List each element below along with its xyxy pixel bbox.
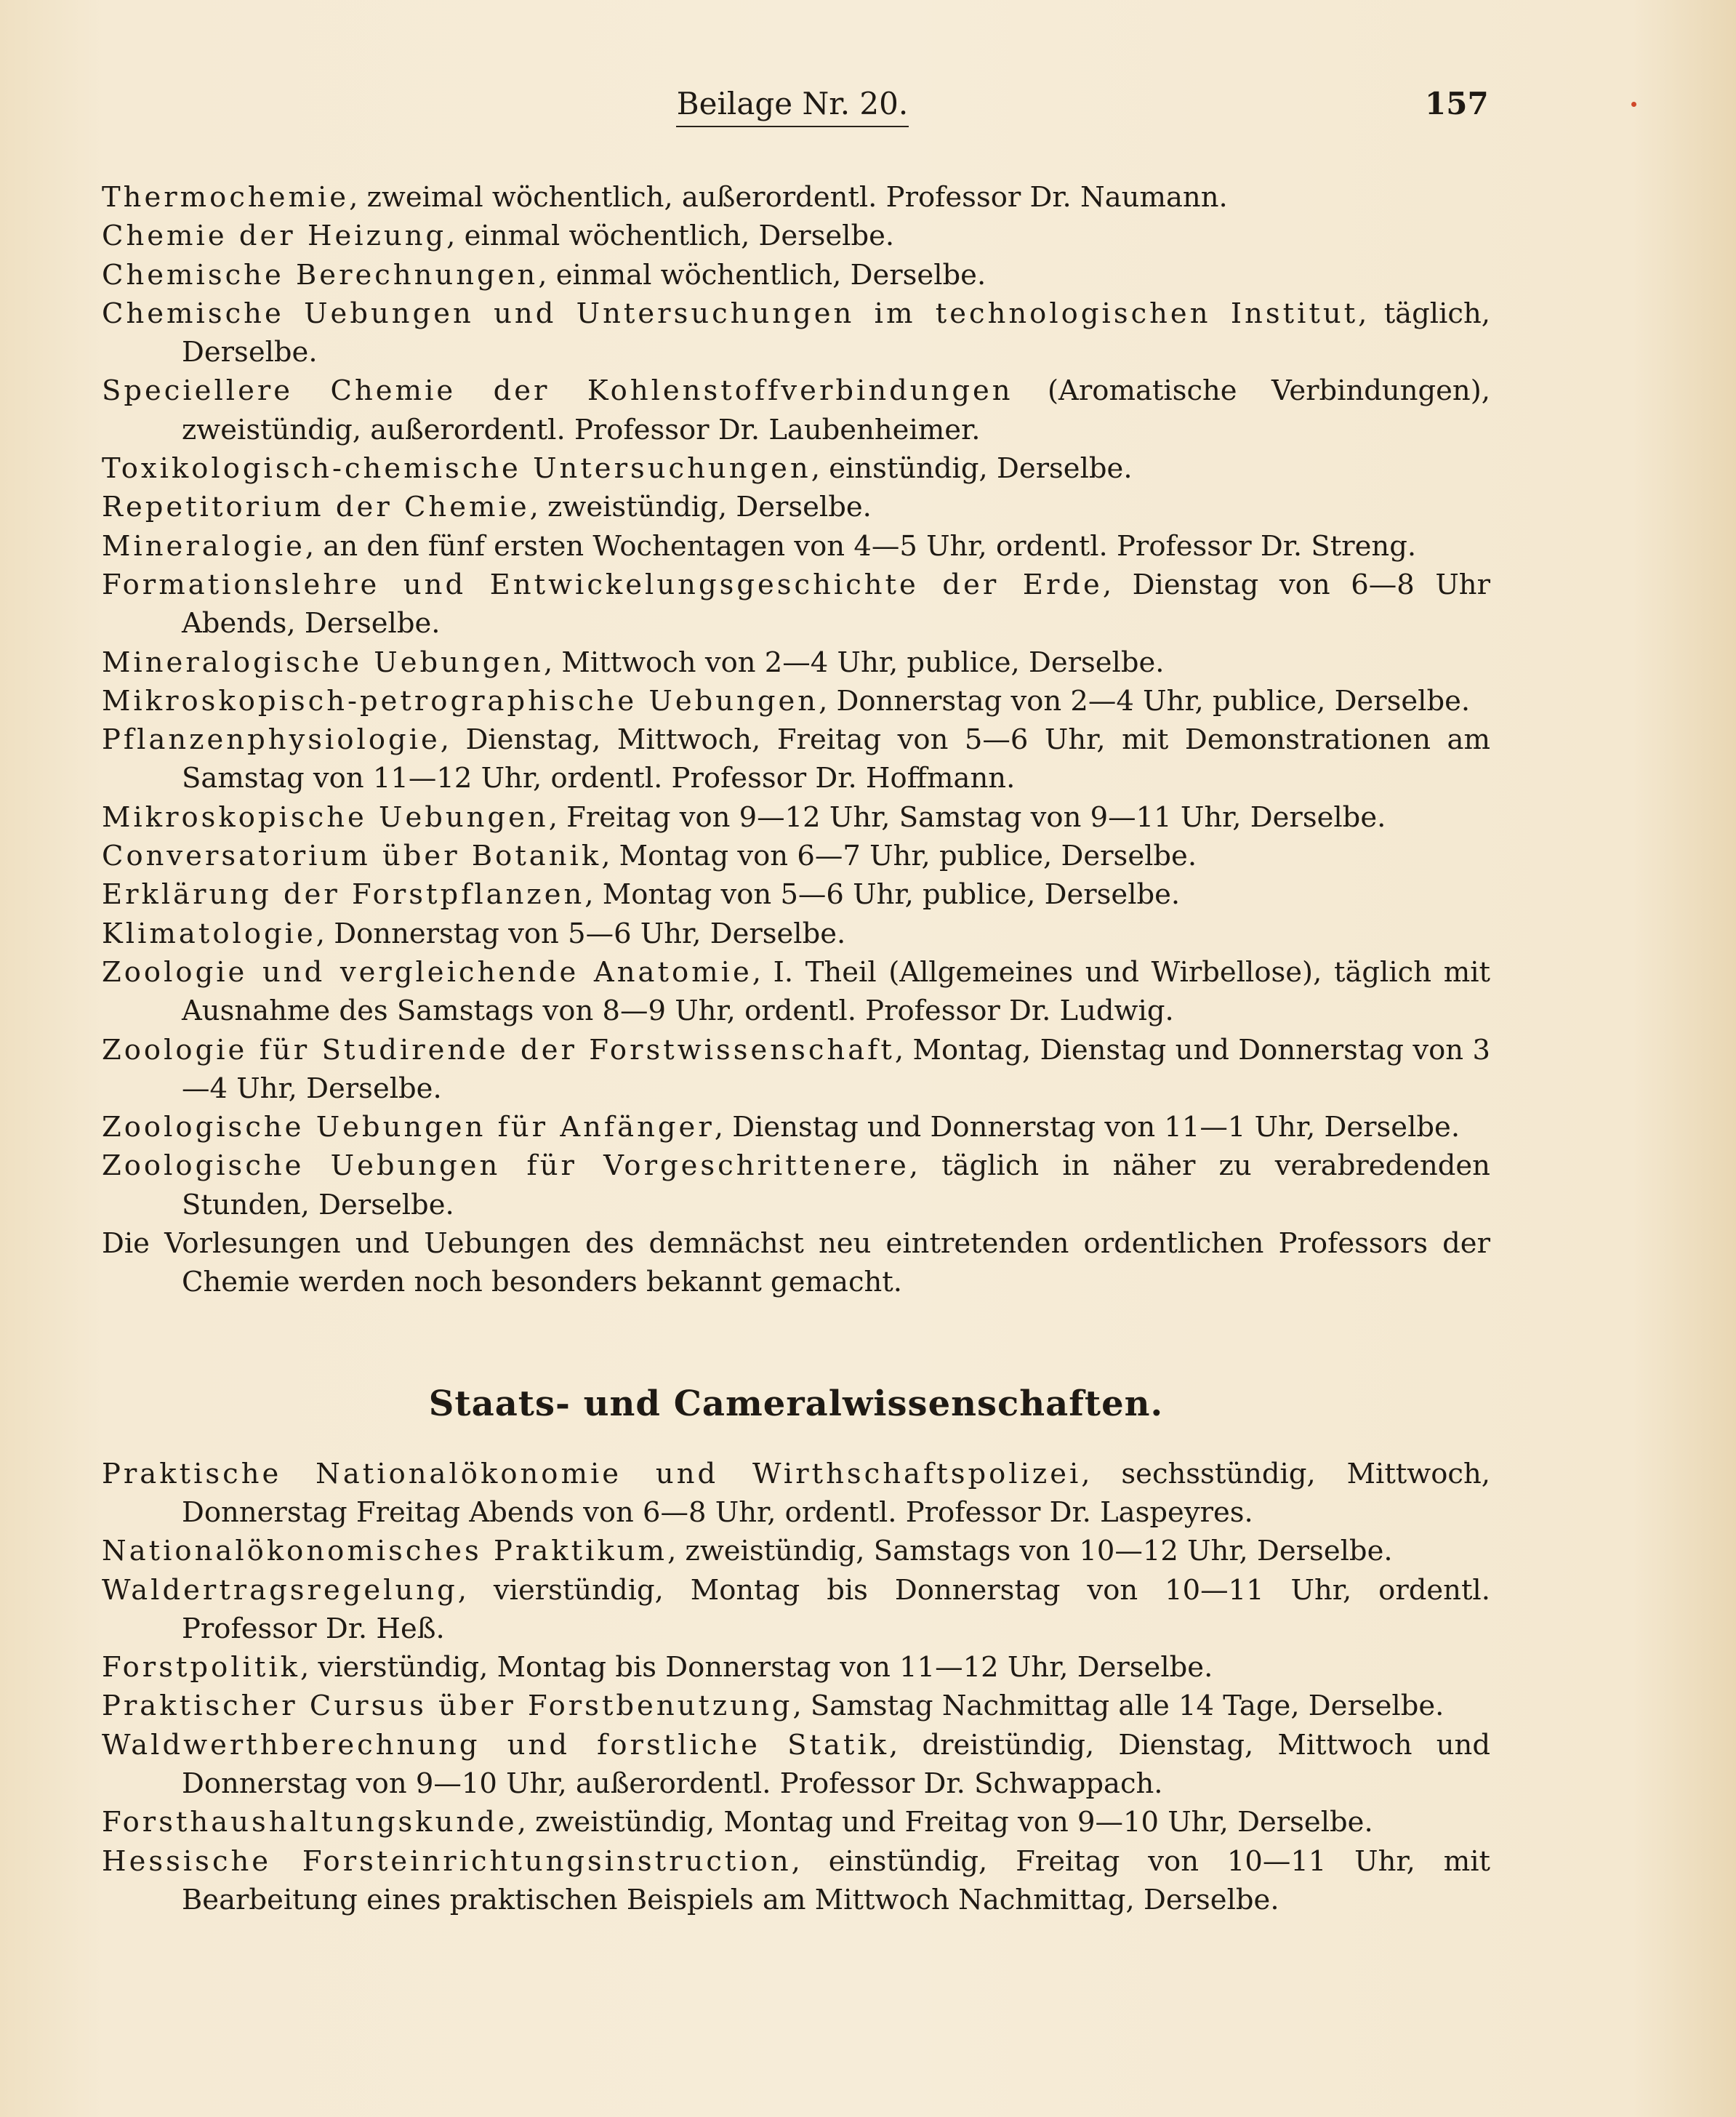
course-entry bbox=[102, 1687, 1490, 1725]
course-name: Formationslehre und Entwickelungsgeschichte der Erde bbox=[102, 568, 1103, 601]
course-details: , Dienstag und Donnerstag von 11—1 Uhr, Derselbe. bbox=[714, 1111, 1460, 1144]
course-name: Klimatologie bbox=[102, 917, 316, 950]
course-name: Mikroskopisch-petrographische Uebungen bbox=[102, 684, 819, 718]
course-details: , Donnerstag von 2—4 Uhr, publice, Derselbe. bbox=[819, 684, 1471, 718]
course-details: , täglich, Derselbe. bbox=[182, 297, 1490, 369]
course-name: Praktischer Cursus über Forstbenutzung bbox=[102, 1690, 793, 1723]
course-details: , dreistündig, Dienstag, Mittwoch und Donnerstag von 9—10 Uhr, außerordentl. Professor Dr. Schwappach. bbox=[182, 1728, 1491, 1800]
course-name: Nationalökonomisches Praktikum bbox=[102, 1535, 668, 1568]
course-name: Chemische Uebungen und Untersuchungen im technologischen Institut bbox=[102, 297, 1359, 330]
course-details: , zweimal wöchentlich, außerordentl. Professor Dr. Naumann. bbox=[349, 181, 1228, 214]
course-entry bbox=[102, 682, 1490, 720]
course-name: Pflanzenphysiologie bbox=[102, 723, 441, 757]
course-name: Toxikologisch-chemische Untersuchungen bbox=[102, 452, 811, 486]
course-details: , einstündig, Freitag von 10—11 Uhr, mit Bearbeitung eines praktischen Beispiels am Mittwoch Nachmittag, Derselbe. bbox=[182, 1844, 1490, 1916]
course-name: Waldwerthberechnung und forstliche Statik bbox=[102, 1728, 890, 1762]
course-name: Praktische Nationalökonomie und Wirthschaftspolizei bbox=[102, 1457, 1082, 1490]
course-entry bbox=[102, 1031, 1490, 1109]
course-entry bbox=[102, 1726, 1490, 1804]
course-name: Hessische Forsteinrichtungsinstruction bbox=[102, 1844, 792, 1878]
section-heading: Staats- und Cameralwissenschaften. bbox=[428, 1383, 1164, 1424]
course-name: Mineralogische Uebungen bbox=[102, 646, 544, 679]
course-name: Chemie der Heizung bbox=[102, 220, 447, 253]
course-details: (Aromatische Verbindungen), zweistündig, außerordentl. Professor Dr. Laubenheimer. bbox=[182, 374, 1490, 446]
course-name: Conversatorium über Botanik bbox=[102, 840, 602, 873]
course-details: , zweistündig, Derselbe. bbox=[529, 491, 872, 524]
course-details: , Montag von 5—6 Uhr, publice, Derselbe. bbox=[584, 878, 1181, 912]
course-details: , einmal wöchentlich, Derselbe. bbox=[446, 220, 895, 253]
course-entry bbox=[102, 294, 1490, 372]
course-name: Thermochemie bbox=[102, 181, 350, 214]
page-number: 157 bbox=[1425, 86, 1489, 121]
course-entry bbox=[102, 1532, 1490, 1570]
course-details: , Freitag von 9—12 Uhr, Samstag von 9—11 Uhr, Derselbe. bbox=[548, 800, 1386, 834]
header-title: Beilage Nr. 20. bbox=[676, 86, 909, 127]
course-name: Zoologie und vergleichende Anatomie bbox=[102, 955, 752, 989]
course-details: , Dienstag, Mittwoch, Freitag von 5—6 Uhr, mit Demonstrationen am Samstag von 11—12 Uhr, ordentl. Professor Dr. Hoffmann. bbox=[182, 723, 1490, 795]
course-name: Repetitorium der Chemie bbox=[102, 491, 530, 524]
course-details: , Dienstag von 6—8 Uhr Abends, Derselbe. bbox=[182, 568, 1490, 640]
course-entry bbox=[102, 178, 1490, 217]
course-entry bbox=[102, 527, 1490, 566]
announcement-note: Die Vorlesungen und Uebungen des demnächst neu eintretenden ordentlichen Professors der Chemie werden noch besonders bekannt gemacht. bbox=[102, 1227, 1490, 1299]
course-details: , zweistündig, Samstags von 10—12 Uhr, Derselbe. bbox=[667, 1535, 1393, 1568]
course-details: , vierstündig, Montag bis Donnerstag von 10—11 Uhr, ordentl. Professor Dr. Heß. bbox=[182, 1573, 1490, 1645]
course-name: Mineralogie bbox=[102, 529, 305, 563]
course-name: Zoologische Uebungen für Anfänger bbox=[102, 1111, 715, 1144]
course-entry bbox=[102, 566, 1490, 643]
course-details: , zweistündig, Montag und Freitag von 9—10 Uhr, Derselbe. bbox=[517, 1806, 1373, 1839]
course-entry bbox=[102, 953, 1490, 1031]
course-entry bbox=[102, 1571, 1490, 1649]
course-name: Erklärung der Forstpflanzen bbox=[102, 878, 585, 912]
course-entry bbox=[102, 1842, 1490, 1920]
course-entry bbox=[102, 449, 1490, 488]
course-entry bbox=[102, 256, 1490, 294]
course-entry bbox=[102, 720, 1490, 798]
course-entry bbox=[102, 488, 1490, 526]
page-header bbox=[0, 86, 1736, 137]
course-details: , Samstag Nachmittag alle 14 Tage, Derselbe. bbox=[792, 1690, 1444, 1723]
main-text bbox=[102, 178, 1490, 1919]
course-name: Forstpolitik bbox=[102, 1651, 300, 1684]
course-details: , Montag, Dienstag und Donnerstag von 3—4 Uhr, Derselbe. bbox=[182, 1033, 1490, 1105]
course-entry bbox=[102, 1455, 1490, 1532]
ink-mark bbox=[1631, 102, 1636, 107]
course-details: , an den fünf ersten Wochentagen von 4—5 Uhr, ordentl. Professor Dr. Streng. bbox=[305, 529, 1417, 563]
course-details: , Mittwoch von 2—4 Uhr, publice, Derselbe. bbox=[543, 646, 1165, 679]
section-course-list bbox=[102, 1455, 1490, 1920]
course-entry bbox=[102, 371, 1490, 449]
course-name: Zoologische Uebungen für Vorgeschrittenere bbox=[102, 1149, 909, 1183]
course-details: , Montag von 6—7 Uhr, publice, Derselbe. bbox=[601, 840, 1197, 873]
course-details: , einmal wöchentlich, Derselbe. bbox=[538, 258, 986, 292]
course-entry bbox=[102, 915, 1490, 953]
course-details: , vierstündig, Montag bis Donnerstag von 11—12 Uhr, Derselbe. bbox=[300, 1651, 1213, 1684]
course-entry bbox=[102, 1648, 1490, 1687]
course-details: , täglich in näher zu verabredenden Stunden, Derselbe. bbox=[182, 1149, 1490, 1221]
course-name: Zoologie für Studirende der Forstwissenschaft bbox=[102, 1033, 895, 1066]
course-details: , einstündig, Derselbe. bbox=[811, 452, 1133, 486]
course-entry bbox=[102, 798, 1490, 837]
course-entry bbox=[102, 1146, 1490, 1224]
course-entry bbox=[102, 1803, 1490, 1841]
course-entry bbox=[102, 1108, 1490, 1146]
course-name: Forsthaushaltungskunde bbox=[102, 1806, 518, 1839]
course-name: Speciellere Chemie der Kohlenstoffverbindungen bbox=[102, 374, 1013, 408]
course-name: Chemische Berechnungen bbox=[102, 258, 539, 292]
course-entry bbox=[102, 217, 1490, 255]
course-details: , sechsstündig, Mittwoch, Donnerstag Freitag Abends von 6—8 Uhr, ordentl. Professor Dr. Laspeyres. bbox=[182, 1457, 1490, 1529]
course-details: , I. Theil (Allgemeines und Wirbellose), täglich mit Ausnahme des Samstags von 8—9 Uhr, ordentl. Professor Dr. Ludwig. bbox=[182, 955, 1490, 1028]
course-entry bbox=[102, 875, 1490, 914]
course-name: Waldertragsregelung bbox=[102, 1573, 458, 1607]
course-details: , Donnerstag von 5—6 Uhr, Derselbe. bbox=[316, 917, 846, 950]
course-entry bbox=[102, 643, 1490, 682]
course-name: Mikroskopische Uebungen bbox=[102, 800, 549, 834]
course-list bbox=[102, 178, 1490, 1302]
course-entry bbox=[102, 837, 1490, 875]
